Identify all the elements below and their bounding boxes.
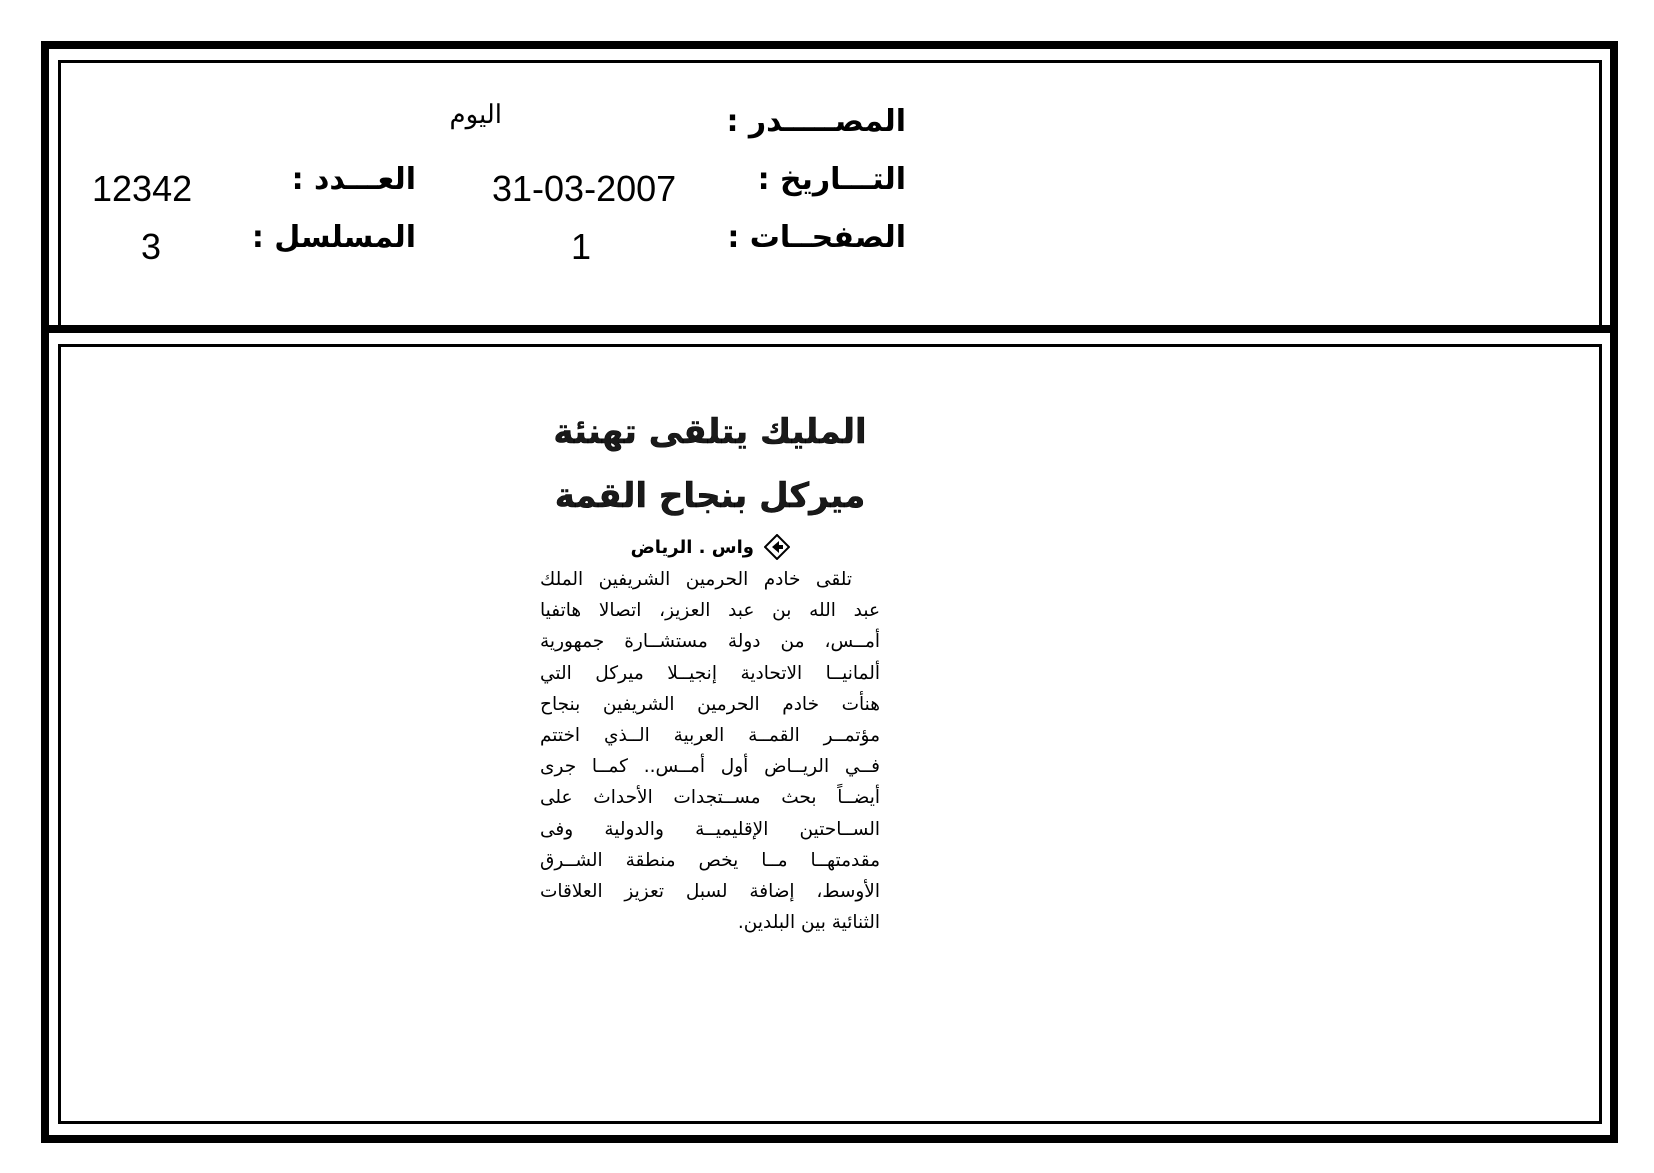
body-line: الثنائية بين البلدين.	[737, 912, 880, 934]
byline-text: واس . الرياض	[630, 536, 754, 558]
body-line: مقدمتهــا مــا يخص منطقة الشــرق	[540, 849, 880, 871]
date-value: 31-03-2007	[492, 168, 677, 209]
divider-line	[41, 325, 1618, 333]
source-label: المصـــــدر :	[726, 104, 906, 139]
body-line: الســاحتين الإقليميــة والدولية وفى	[540, 818, 880, 840]
issue-value: 12342	[92, 168, 193, 209]
serial-value: 3	[141, 226, 162, 267]
body-line: عبد الله بن عبد العزيز، اتصالا هاتفيا	[540, 600, 880, 622]
body-line: ألمانيــا الاتحادية إنجيــلا ميركل التي	[540, 662, 880, 684]
headline-line-1: المليك يتلقى تهنئة	[553, 412, 867, 452]
article-body	[540, 564, 880, 938]
body-line: الأوسط، إضافة لسبل تعزيز العلاقات	[540, 881, 880, 903]
diamond-arrow-icon	[764, 534, 790, 560]
headline	[540, 400, 880, 528]
body-line: أمــس، من دولة مستشــارة جمهورية	[540, 631, 880, 653]
body-line: هنأت خادم الحرمين الشريفين بنجاح	[540, 693, 880, 715]
body-line: فــي الريــاض أول أمــس.. كمــا جرى	[540, 756, 880, 778]
article	[540, 400, 880, 938]
date-label: التـــاريخ :	[757, 162, 906, 197]
source-value: اليوم	[449, 100, 502, 130]
pages-value: 1	[571, 226, 592, 267]
body-line: تلقى خادم الحرمين الشريفين الملك	[540, 569, 852, 590]
issue-label: العـــدد :	[291, 162, 416, 197]
byline	[540, 534, 880, 560]
serial-label: المسلسل :	[251, 220, 416, 255]
body-line: أيضــاً بحث مســتجدات الأحداث على	[540, 787, 880, 809]
pages-label: الصفحــات :	[727, 220, 906, 255]
body-line: مؤتمــر القمــة العربية الــذي اختتم	[540, 725, 880, 747]
headline-line-2: ميركل بنجاح القمة	[554, 476, 866, 516]
